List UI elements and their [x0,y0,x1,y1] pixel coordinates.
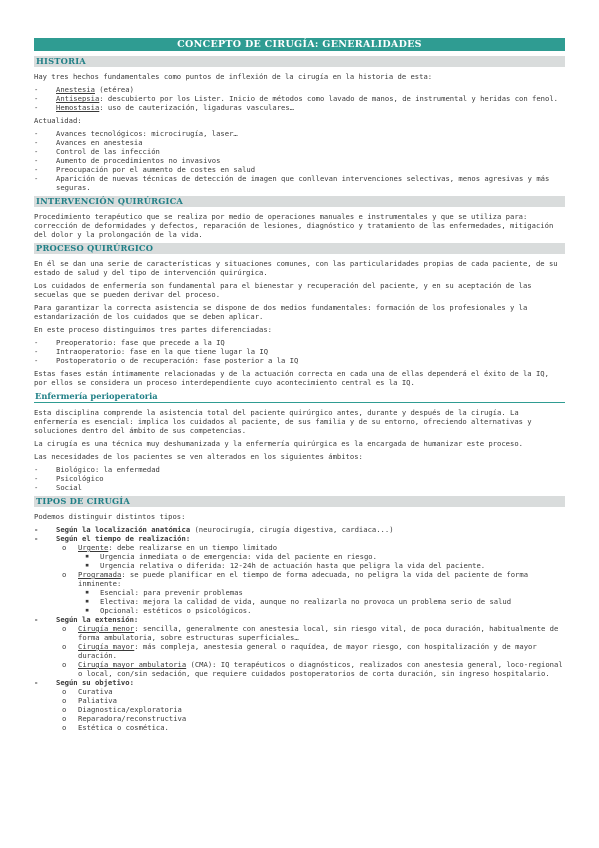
document-title: CONCEPTO DE CIRUGÍA: GENERALIDADES [34,38,565,51]
list-item: - Anestesia (etérea) [34,85,565,94]
list-item: - Postoperatorio o de recuperación: fase posterior a la IQ [34,356,565,365]
historia-hitos-list [34,85,565,112]
list-item: o Programada: se puede planificar en el tiempo de forma adecuada, no peligra la vida del paciente de forma inminente: ▪ Esencial: para prevenir problemas ▪ Electiva: mejora la calidad de vida, aunque no realizarla no provoca un problema serio de salud ▪ Opcional: estéticos o psicológicos. [56,570,565,615]
actualidad-label: Actualidad: [34,116,82,125]
objetivo-sublist [56,687,565,732]
list-item: ▪ Opcional: estéticos o psicológicos. [78,606,565,615]
list-item: - Antisepsia: descubierto por los Lister. Inicio de métodos como lavado de manos, de instrumental y heridas con fenol. [34,94,565,103]
urgente-sublist [78,552,565,570]
list-item: o Cirugía mayor ambulatoria (CMA): IQ terapéuticos o diagnósticos, realizados con anestesia general, loco-regional o local, con/sin sedación, que requiere cuidados postoperatorios de corta duración, sin ingreso hospitalario. [56,660,565,678]
list-item: - Según su objetivo: o Curativa o Paliativa o Diagnostica/exploratoria o Reparadora/reconstructiva o Estética o cosmética. [34,678,565,732]
section-heading-tipos: TIPOS DE CIRUGÍA [34,496,565,507]
list-item: o Reparadora/reconstructiva [56,714,565,723]
list-item: ▪ Urgencia inmediata o de emergencia: vida del paciente en riesgo. [78,552,565,561]
subsection-heading-perioperatoria: Enfermería perioperatoria [34,391,565,403]
section-heading-intervencion: INTERVENCIÓN QUIRÚRGICA [34,196,565,207]
tipos-list [34,525,565,732]
list-item: o Cirugía mayor: más compleja, anestesia general o raquídea, de mayor riesgo, con hospitalización y de mayor duración. [56,642,565,660]
list-item: - Psicológico [34,474,565,483]
list-item: o Curativa [56,687,565,696]
extension-sublist [56,624,565,678]
list-item: o Estética o cosmética. [56,723,565,732]
section-heading-historia: HISTORIA [34,56,565,67]
list-item: - Avances tecnológicos: microcirugía, laser… [34,129,565,138]
actualidad-list [34,129,565,192]
list-item: - Aumento de procedimientos no invasivos [34,156,565,165]
intervencion-text: Procedimiento terapéutico que se realiza por medio de operaciones manuales e instrumentales y que se utiliza para: corrección de deformidades y defectos, reparación de lesiones, diagnóstico y tratamiento de las enfermedades, mitigación del dolor y la prolongación de la vida. [34,212,554,239]
list-item: - Preocupación por el aumento de costes en salud [34,165,565,174]
list-item: - Avances en anestesia [34,138,565,147]
perioperatoria-paragraph: Las necesidades de los pacientes se ven alterados en los siguientes ámbitos: [34,452,363,461]
tipos-intro: Podemos distinguir distintos tipos: [34,512,186,521]
list-item: - Hemostasia: uso de cauterización, ligaduras vasculares… [34,103,565,112]
list-item: ▪ Urgencia relativa o diferida: 12-24h de actuación hasta que peligra la vida del paciente. [78,561,565,570]
programada-sublist [78,588,565,615]
list-item: ▪ Esencial: para prevenir problemas [78,588,565,597]
historia-intro: Hay tres hechos fundamentales como puntos de inflexión de la cirugía en la historia de esta: [34,72,433,81]
proceso-paragraph: Para garantizar la correcta asistencia se dispone de dos medios fundamentales: formación de los profesionales y la estandarización de los cuidados que se deben aplicar. [34,303,528,321]
proceso-paragraph: En él se dan una serie de características y situaciones comunes, con las particularidades propias de cada paciente, de su estado de salud y del tipo de intervención quirúrgica. [34,259,558,277]
list-item: - Intraoperatorio: fase en la que tiene lugar la IQ [34,347,565,356]
list-item: - Preoperatorio: fase que precede a la IQ [34,338,565,347]
proceso-paragraph: Estas fases están íntimamente relacionadas y de la actuación correcta en cada una de ellas dependerá el éxito de la IQ, por ellos se considera un proceso interdependiente cuyo acontecimiento central es la IQ. [34,369,549,387]
list-item: - Según el tiempo de realización: o Urgente: debe realizarse en un tiempo limitado ▪ Urgencia inmediata o de emergencia: vida del paciente en riesgo. ▪ Urgencia relativa o diferida: 12-24h de actuación hasta que peligra la vida del paciente. o Programada: se puede planificar en el tiempo de forma adecuada, no peligra la vida del paciente de forma inminente: ▪ Esencial: para prevenir problemas ▪ Electiva: mejora la calidad de vida, aunque no realizarla no provoca un problema serio de salud ▪ Opcional: estéticos o psicológicos. [34,534,565,615]
list-item: - Según la extensión: o Cirugía menor: sencilla, generalmente con anestesia local, sin riesgo vital, de poca duración, habitualmente de forma ambulatoria, sobre estructuras superficiales… o Cirugía mayor: más compleja, anestesia general o raquídea, de mayor riesgo, con hospitalización y de mayor duración. o Cirugía mayor ambulatoria (CMA): IQ terapéuticos o diagnósticos, realizados con anestesia general, loco-regional o local, con/sin sedación, que requiere cuidados postoperatorios de corta duración, sin ingreso hospitalario. [34,615,565,678]
list-item: ▪ Electiva: mejora la calidad de vida, aunque no realizarla no provoca un problema serio de salud [78,597,565,606]
list-item: - Social [34,483,565,492]
list-item: o Paliativa [56,696,565,705]
tiempo-sublist [56,543,565,615]
fases-list [34,338,565,365]
list-item: o Diagnostica/exploratoria [56,705,565,714]
list-item: - Control de las infección [34,147,565,156]
proceso-paragraph: Los cuidados de enfermería son fundamental para el bienestar y recuperación del paciente, y en su aceptación de las secuelas que se pueden derivar del proceso. [34,281,532,299]
ambitos-list [34,465,565,492]
proceso-paragraph: En este proceso distinguimos tres partes diferenciadas: [34,325,272,334]
list-item: o Cirugía menor: sencilla, generalmente con anestesia local, sin riesgo vital, de poca duración, habitualmente de forma ambulatoria, sobre estructuras superficiales… [56,624,565,642]
section-heading-proceso: PROCESO QUIRÚRGICO [34,243,565,254]
document-page [34,38,565,736]
perioperatoria-paragraph: Esta disciplina comprende la asistencia total del paciente quirúrgico antes, durante y después de la cirugía. La enfermería es esencial: implica los cuidados al paciente, de sus familia y de su entorno, ofreciendo alternativas y soluciones dentro del ámbito de sus competencias. [34,408,532,435]
perioperatoria-paragraph: La cirugía es una técnica muy deshumanizada y la enfermería quirúrgica es la encargada de humanizar este proceso. [34,439,523,448]
list-item: o Urgente: debe realizarse en un tiempo limitado ▪ Urgencia inmediata o de emergencia: vida del paciente en riesgo. ▪ Urgencia relativa o diferida: 12-24h de actuación hasta que peligra la vida del paciente. [56,543,565,570]
list-item: - Según la localización anatómica (neurocirugía, cirugía digestiva, cardiaca...) [34,525,565,534]
list-item: - Aparición de nuevas técnicas de detección de imagen que conllevan intervenciones selectivas, menos agresivas y más seguras. [34,174,565,192]
list-item: - Biológico: la enfermedad [34,465,565,474]
